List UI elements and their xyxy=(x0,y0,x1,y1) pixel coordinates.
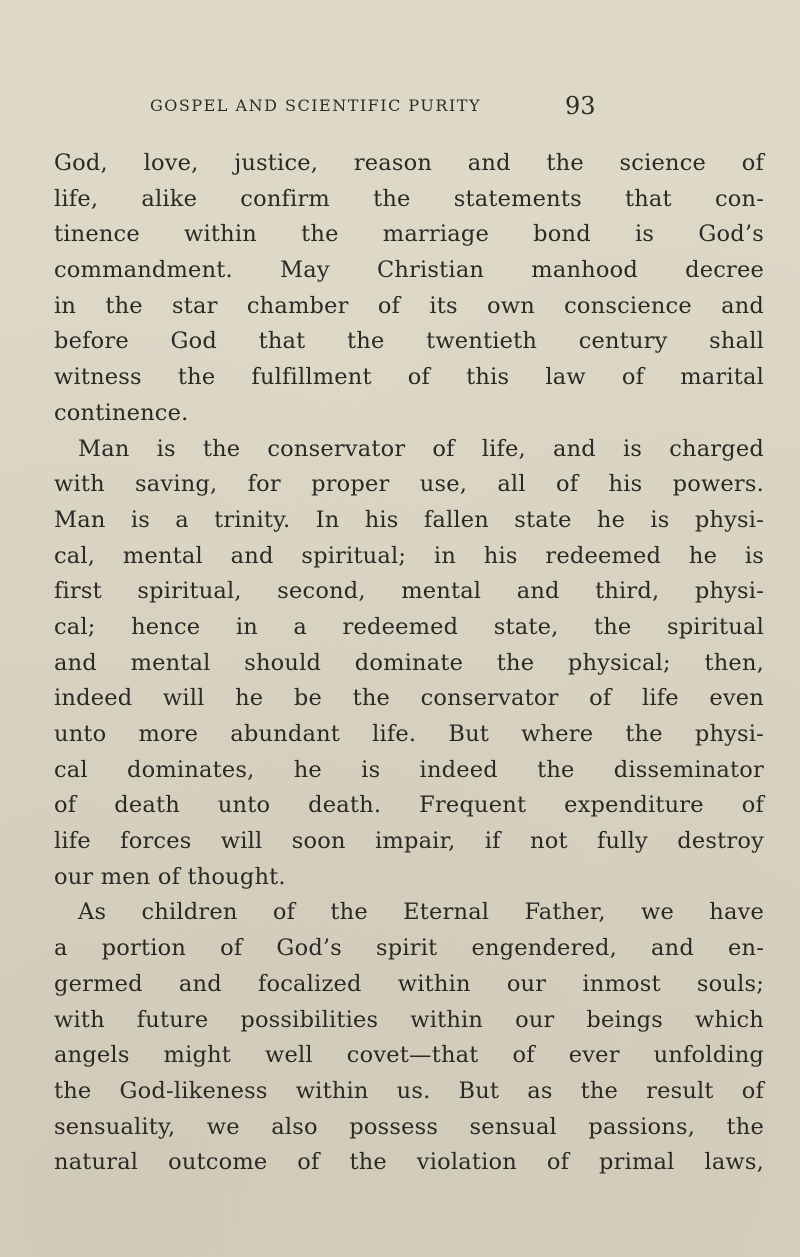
text-line: As children of the Eternal Father, we have xyxy=(78,899,764,926)
text-line: our men of thought. xyxy=(54,863,286,890)
body-text xyxy=(54,146,764,1181)
text-line: tinence within the marriage bond is God’s xyxy=(54,221,764,248)
text-line: cal, mental and spiritual; in his redeemed he is xyxy=(54,542,764,569)
text-line: cal dominates, he is indeed the disseminator xyxy=(54,756,764,783)
page-number: 93 xyxy=(565,92,596,120)
text-line: witness the fulfillment of this law of marital xyxy=(54,364,764,391)
text-line: germed and focalized within our inmost souls; xyxy=(54,970,764,997)
text-line: the God-likeness within us. But as the result of xyxy=(54,1077,764,1104)
text-line: natural outcome of the violation of primal laws, xyxy=(54,1149,764,1176)
text-line: life, alike confirm the statements that con- xyxy=(54,185,764,212)
text-line: sensuality, we also possess sensual passions, the xyxy=(54,1113,764,1140)
text-line: and mental should dominate the physical; then, xyxy=(54,649,764,676)
text-line: angels might well covet—that of ever unfolding xyxy=(54,1042,764,1069)
text-line: commandment. May Christian manhood decree xyxy=(54,257,764,284)
running-title: GOSPEL AND SCIENTIFIC PURITY xyxy=(150,96,481,115)
text-line: continence. xyxy=(54,399,189,426)
text-line: life forces will soon impair, if not fully destroy xyxy=(54,828,764,855)
text-line: first spiritual, second, mental and third, physi- xyxy=(54,578,764,605)
running-head xyxy=(0,92,800,122)
text-line: in the star chamber of its own conscience and xyxy=(54,292,764,319)
text-line: a portion of God’s spirit engendered, and en- xyxy=(54,935,764,962)
text-line: Man is the conservator of life, and is charged xyxy=(78,435,764,462)
text-line: with saving, for proper use, all of his powers. xyxy=(54,471,764,498)
text-line: Man is a trinity. In his fallen state he is physi- xyxy=(54,506,764,533)
text-line: with future possibilities within our beings which xyxy=(54,1006,764,1033)
text-line: God, love, justice, reason and the science of xyxy=(54,150,764,176)
text-line: unto more abundant life. But where the physi- xyxy=(54,721,764,747)
text-line: indeed will he be the conservator of life even xyxy=(54,685,764,712)
text-line: before God that the twentieth century shall xyxy=(54,328,764,355)
text-line: cal; hence in a redeemed state, the spiritual xyxy=(54,613,764,640)
text-line: of death unto death. Frequent expenditure of xyxy=(54,792,764,819)
